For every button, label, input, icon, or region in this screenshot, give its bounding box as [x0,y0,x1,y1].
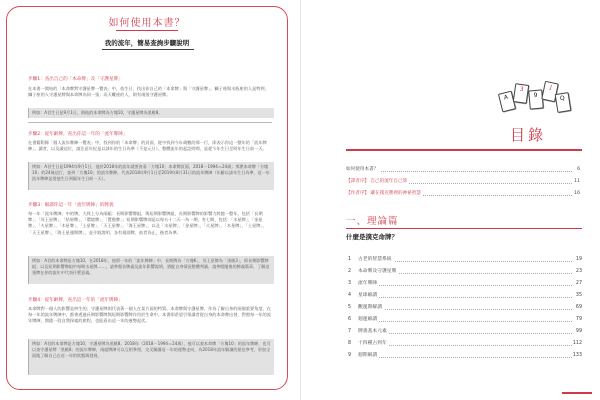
chapter-label: 牌義基本元素 [358,329,387,334]
divider [28,122,272,123]
chapter-page: 69 [575,305,582,310]
step-1-heading: 步驟1：查出自己的「本命牌」及「守護星牌」 [28,77,123,82]
chapter-page: 23 [575,269,582,274]
toc-chapter[interactable] [348,303,582,312]
chapter-page: 112 [572,341,582,346]
chapter-number: 3 [348,281,352,286]
leader-dots [358,321,572,322]
chapter-label: 觀運期解讀 [358,305,382,310]
playing-card: 3 [513,83,530,104]
page-title: 如何使用本書？ [108,18,186,29]
chapter-page: 27 [575,281,582,286]
chapter-label: 十四種占到年 [358,341,387,346]
chapter-label: 流年牌陣 [358,281,378,286]
playing-card: 9 [528,89,544,109]
chapter-number: 4 [348,293,352,298]
chapter-page: 99 [575,329,582,334]
step-4-example: 例如：A君的本命牌是方塊10，守護星牌為黑桃8。2018年（2018－1994＝24歲），他可以查本命牌「方塊10」的流年牌陣，也可以查守護星牌「黑桃8」的流年牌陣，兩組牌陣可以互相參照，交叉解讀這一年的運勢走向，為2018年流年解讀的最佳參考，更加全面地了解自己在這一年的狀態與發展。 [28,339,274,375]
section-rule [346,228,582,229]
playing-card: Q [555,92,572,113]
step-2-heading: 步驟2：從年齡牌，查出你這一年的「流年牌陣」 [28,132,128,137]
toc-entry[interactable] [346,166,580,174]
playing-cards-illustration [498,78,570,114]
step-4-heading: 步驟4：從年齡牌，查出這一年的「流年牌陣」 [28,298,123,303]
chapter-number: 2 [348,269,352,274]
step-3-example: 例如：A君的本命牌是方塊10，在2018年，他那一年的「流年牌陣」中，長期牌為「方塊K」，冥王星牌為「黑桃3」，即長期影響牌組；以及短期影響牌組中每期水星牌……，請參閱各牌義及流年影響說明，搭配自身情況整體判讀。請參閱隨後的牌義篇章，了解這張牌在你的流年中代表什麼意義。 [28,256,274,284]
chapter-number: 9 [348,353,352,358]
leader-dots [358,285,572,286]
step-2-paragraph: 在書籍附錄「個人流年牌陣一覽表」中，找到你的「本命牌」的頁面，從中找到今年歲數的那一行，即表示你這一整年的「流年牌陣」。讀者，以及讀這位，請注意年紀是以該年的生日為準（不是元旦）。整體流年的起訖時間，是從今年生日至明年生日前一天。 [28,140,267,152]
toc-chapter[interactable] [348,327,582,336]
chapter-page: 19 [575,257,582,262]
chapter-number: 6 [348,317,352,322]
footer-accent [562,392,592,394]
chapter-number: 7 [348,329,352,334]
leader-dots [358,297,572,298]
chapter-label: 週期解讀 [358,353,378,358]
chapter-number: 1 [348,257,352,262]
step-2-example: 例如：A君生日是1994年9月1日，他於2018年的流年就要查看「方塊10」本命牌頁面，2018－1994＝24歲；那麼本命牌「方塊10」的24歲這行，查到「方塊10」的流年牌陣，代表2018年9月1日至2019年8月31日的流年牌陣（年齡以該年生日為準，這一年流年牌陣是從他生日到隔年生日前一天）。 [28,162,274,190]
playing-card: A [498,91,516,113]
chapter-label: 週運解讀 [358,317,378,322]
chapter-label: 本命牌及守護星牌 [358,269,397,274]
toc-chapter[interactable] [348,315,582,324]
toc-chapter[interactable] [348,267,582,276]
page-frame [6,6,288,390]
toc-title: 目錄 [510,126,547,144]
toc-entry-label: 如何使用本書？ [346,167,379,172]
chapter-page: 35 [575,293,582,298]
section-subtitle: 什麼是撲克命牌？ [346,233,398,241]
toc-entry-page: 11 [574,179,580,184]
toc-entry-page: 16 [574,191,580,196]
toc-entry-page: 6 [577,167,580,172]
leader-dots [358,333,572,334]
toc-rule [346,149,582,151]
leader-dots [358,345,572,346]
chapter-label: 古老的智慧系統 [358,257,392,262]
step-4-paragraph: 本命牌對一個人的影響是終生的；守護星牌則代表著一個人在某方面的特質。本命牌與守護星牌，作為了解自身的兩個重要角度，在每一年的流年牌陣中，都會透過長期影響牌與短期影響牌作用於生命中。本書即希望引領讀者從自身的本命牌出發，對照每一年的流年牌陣，開啟一段自我探索的旅程，也能看出這一年的運勢起伏。 [28,306,271,324]
playing-card: J [541,81,559,102]
chapter-page: 79 [575,317,582,322]
page-fold [300,0,301,400]
step-1-example: 例如：A君生日是9月1日，則他的本命牌為方塊10，守護星牌為黑桃8。 [28,108,274,118]
chapter-number: 5 [348,305,352,310]
leader-dots [358,309,572,310]
step-1-paragraph: 在本書一開始的「本命牌對守護星牌一覽表」中，依生日，找出你自己的「本命牌」與「守護星牌」。獅子座與水瓶座的人是特例，獅子座的人守護星牌與本命牌為同一張；而天蠍座的人，則有兩張守護星牌。 [28,86,269,98]
chapter-number: 8 [348,341,352,346]
toc-entry[interactable] [346,178,580,186]
toc-chapter[interactable] [348,255,582,264]
toc-entry-label: 【作者序】 藏在撲克牌裡的神祕智慧 [346,191,421,196]
title-underline [116,30,178,31]
toc-chapter[interactable] [348,291,582,300]
section-title: 一、理論篇 [346,216,399,227]
toc-entry-label: 【譯者序】 自己的流年自己算 [346,179,408,184]
chapter-page: 133 [572,353,582,358]
page-subtitle: 我的流年，簡易查詢步驟說明 [104,39,190,47]
toc-chapter[interactable] [348,351,582,360]
step-3-paragraph: 每一年「流年牌陣」中的牌，大致上分為兩組：長期影響牌組，與短期影響牌組，長期影響牌的影響力跨越一整年，包括「長期牌」、「冥王星牌」、「結果牌」、「環境牌」、「置換牌」；短期影響牌則是以每五十二天一為一期，有七期，包括：「水星牌」、「金星牌」、「火星牌」、「木星牌」、「土星牌」、「天王星牌」、「海王星牌」，以及「水星牌」、「金星牌」、「火星牌」、「木星牌」、「土星牌」、「天王星牌」、「海王星運期牌」，並介紹說明，各有規則牌，前者為止，後者為準。 [28,211,267,235]
toc-chapter[interactable] [348,279,582,288]
step-3-heading: 步驟3：解讀你這一年「流年牌陣」的牌義 [28,203,114,208]
leader-dots [358,357,572,358]
toc-entry[interactable] [346,190,580,198]
subtitle-underline [102,49,194,50]
chapter-label: 星球解讀 [358,293,378,298]
toc-chapter[interactable] [348,339,582,348]
left-page [6,6,291,392]
